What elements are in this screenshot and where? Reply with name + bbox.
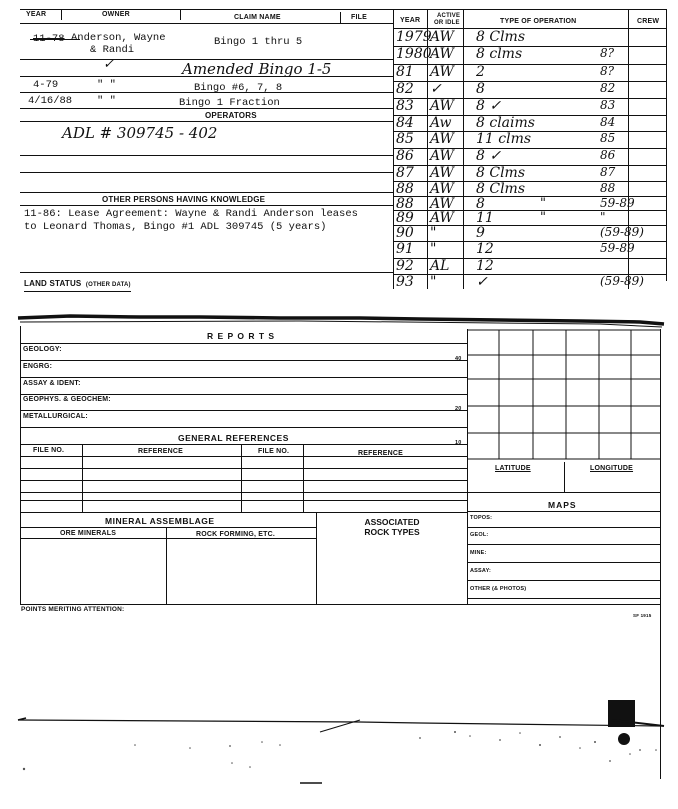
- mineral-divider: [316, 512, 317, 604]
- operators-value: ADL # 309745 - 402: [62, 124, 218, 142]
- activity-crew: 59-89: [600, 241, 635, 255]
- owner-row-claim: Bingo 1 Fraction: [179, 97, 280, 109]
- activity-status: Aw: [430, 115, 452, 131]
- owner-row-year: 4/16/88: [28, 95, 73, 107]
- ref-row-line: [20, 480, 467, 481]
- maps-line-rule: [467, 598, 660, 599]
- ref-divider: [82, 444, 83, 512]
- maps-line-label: ASSAY:: [470, 568, 492, 574]
- activity-status: ": [430, 225, 437, 241]
- activity-status: AW: [430, 210, 454, 226]
- land-status-sub: (OTHER DATA): [85, 282, 131, 288]
- activity-crew: (59-89): [600, 274, 644, 288]
- activity-status: ✓: [430, 81, 442, 97]
- activity-header-active: ACTIVE: [437, 13, 461, 19]
- maps-line-label: MINE:: [470, 550, 487, 556]
- activity-type: 8 claims: [476, 115, 535, 131]
- longitude-label: LONGITUDE: [590, 465, 634, 472]
- strike-line: [30, 39, 80, 40]
- activity-status: AW: [430, 98, 454, 114]
- report-line-rule: [20, 377, 467, 378]
- report-line-label: ASSAY & IDENT:: [23, 380, 81, 387]
- owner-row-owner: " ": [97, 95, 116, 107]
- row-line: [20, 76, 393, 77]
- activity-header-idle: OR IDLE: [434, 20, 460, 26]
- owner-row-owner: & Randi: [90, 44, 135, 56]
- mineral-line: [20, 538, 316, 539]
- activity-year: 92: [396, 258, 414, 274]
- ref-row-line: [20, 492, 467, 493]
- activity-year: 81: [396, 64, 414, 80]
- activity-year: 1980: [396, 46, 432, 62]
- owner-row-owner: " ": [97, 79, 116, 91]
- col-header-year: YEAR: [26, 11, 47, 18]
- activity-type: 8 Clms: [476, 29, 526, 45]
- activity-year: 87: [396, 165, 414, 181]
- activity-crew: (59-89): [600, 225, 644, 239]
- maps-line-label: OTHER (& PHOTOS): [470, 586, 527, 592]
- activity-status: ": [430, 241, 437, 257]
- ref-divider: [241, 444, 242, 512]
- owner-row-claim: Bingo #6, 7, 8: [194, 82, 283, 94]
- ref-row-line: [20, 456, 467, 457]
- report-line-number: 10: [455, 440, 462, 446]
- owner-row-owner: ✓: [103, 57, 114, 72]
- ref-row-line: [20, 468, 467, 469]
- ore-minerals-label: ORE MINERALS: [60, 530, 117, 537]
- activity-crew: 85: [600, 131, 616, 145]
- form-number: SF 1915: [633, 613, 652, 618]
- activity-type: 8 Clms: [476, 165, 526, 181]
- activity-crew: 84: [600, 115, 616, 129]
- activity-status: AW: [430, 165, 454, 181]
- mineral-line: [20, 527, 316, 528]
- activity-type: 11 clms: [476, 131, 532, 147]
- activity-col-divider: [463, 9, 464, 289]
- activity-type: 2: [476, 64, 485, 80]
- activity-type: 8 Clms: [476, 181, 526, 197]
- other-persons-line: 11-86: Lease Agreement: Wayne & Randi Anderson leases: [24, 208, 358, 220]
- maps-line: [467, 492, 660, 493]
- activity-status: AW: [430, 131, 454, 147]
- maps-line-label: TOPOS:: [470, 515, 493, 521]
- col-header-file: FILE: [351, 14, 367, 21]
- report-line-label: METALLURGICAL:: [23, 413, 88, 420]
- row-line: [20, 192, 393, 193]
- reports-header: R E P O R T S: [207, 331, 276, 341]
- activity-type: 8 ✓: [476, 148, 502, 164]
- activity-status: AW: [430, 181, 454, 197]
- activity-year: 88: [396, 181, 414, 197]
- activity-type: 11: [476, 210, 494, 226]
- land-status-label: LAND STATUS: [24, 279, 82, 288]
- activity-crew: 82: [600, 81, 616, 95]
- report-line-label: GEOPHYS. & GEOCHEM:: [23, 396, 111, 403]
- header-underline: [20, 23, 393, 24]
- activity-status: AW: [430, 46, 454, 62]
- activity-year: 82: [396, 81, 414, 97]
- report-line-rule: [20, 394, 467, 395]
- activity-crew: 83: [600, 98, 616, 112]
- ref-col-file-no: FILE NO.: [33, 447, 65, 454]
- top-border: [20, 9, 667, 10]
- scan-artifacts: [0, 690, 678, 809]
- maps-line-rule: [467, 562, 660, 563]
- owner-row-claim: Bingo 1 thru 5: [214, 36, 303, 48]
- land-status-label-wrap: [24, 273, 131, 292]
- owner-row-owner: Anderson, Wayne: [71, 32, 166, 44]
- activity-crew: 8?: [600, 64, 615, 78]
- activity-year: 85: [396, 131, 414, 147]
- header-divider: [61, 9, 62, 20]
- row-line: [20, 108, 393, 109]
- activity-crew: ": [600, 210, 606, 224]
- location-grid: [467, 329, 661, 465]
- row-line: [20, 205, 393, 206]
- ref-col-reference-2: REFERENCE: [358, 450, 403, 457]
- report-line-rule: [20, 410, 467, 411]
- header-divider: [180, 9, 181, 20]
- report-line-label: ENGRG:: [23, 363, 53, 370]
- activity-status: AW: [430, 29, 454, 45]
- points-meriting-attention-label: POINTS MERITING ATTENTION:: [21, 606, 125, 613]
- general-references-header: GENERAL REFERENCES: [178, 433, 289, 443]
- activity-extra: ": [540, 210, 546, 225]
- ref-divider: [303, 444, 304, 512]
- owner-row-year: 4-79: [33, 79, 59, 91]
- activity-year: 89: [396, 210, 414, 226]
- activity-crew: 87: [600, 165, 616, 179]
- ref-row-line: [20, 500, 467, 501]
- header-divider: [340, 12, 341, 23]
- activity-type: 8: [476, 81, 485, 97]
- activity-status: ": [430, 274, 437, 290]
- activity-type: 8 clms: [476, 46, 523, 62]
- activity-type: 8 ✓: [476, 98, 502, 114]
- report-line-number: 20: [455, 406, 462, 412]
- activity-right-border: [666, 9, 667, 281]
- maps-line-rule: [467, 580, 660, 581]
- reports-bottom-line: [20, 604, 660, 605]
- activity-status: AW: [430, 64, 454, 80]
- activity-header-type: TYPE OF OPERATION: [500, 18, 577, 25]
- reports-left-border: [20, 326, 21, 604]
- col-header-claim-name: CLAIM NAME: [234, 14, 281, 21]
- activity-crew: 86: [600, 148, 616, 162]
- maps-line-rule: [467, 544, 660, 545]
- rock-forming-label: ROCK FORMING, ETC.: [196, 531, 276, 538]
- report-line-number: 40: [455, 356, 462, 362]
- report-line-label: GEOLOGY:: [23, 346, 62, 353]
- maps-line-label: GEOL:: [470, 532, 489, 538]
- activity-status: AW: [430, 196, 454, 212]
- other-persons-line: to Leonard Thomas, Bingo #1 ADL 309745 (5 years): [24, 221, 327, 233]
- activity-year: 86: [396, 148, 414, 164]
- reports-header-line: [20, 343, 467, 344]
- activity-crew: 59-89: [600, 196, 635, 210]
- operators-header: OPERATORS: [205, 111, 257, 120]
- references-line: [20, 444, 467, 445]
- activity-year: 88: [396, 196, 414, 212]
- activity-crew: 8?: [600, 46, 615, 60]
- maps-line-rule: [467, 527, 660, 528]
- maps-header: MAPS: [548, 500, 577, 510]
- activity-left-border: [393, 9, 394, 289]
- torn-edge-band: [0, 300, 678, 330]
- col-header-owner: OWNER: [102, 11, 130, 18]
- activity-type: 9: [476, 225, 485, 241]
- activity-type: 8: [476, 196, 485, 212]
- activity-year: 1979: [396, 29, 432, 45]
- activity-header-crew: CREW: [637, 18, 660, 25]
- report-line-rule: [20, 427, 467, 428]
- activity-year: 90: [396, 225, 414, 241]
- activity-type: 12: [476, 258, 494, 274]
- activity-year: 93: [396, 274, 414, 290]
- report-line-rule: [20, 360, 467, 361]
- activity-year: 83: [396, 98, 414, 114]
- associated-rock-types-label: ASSOCIATED ROCK TYPES: [364, 517, 420, 537]
- row-line: [20, 172, 393, 173]
- row-line: [20, 121, 393, 122]
- other-persons-header: OTHER PERSONS HAVING KNOWLEDGE: [102, 195, 266, 204]
- activity-status: AW: [430, 148, 454, 164]
- maps-line: [467, 511, 660, 512]
- owner-row-year: 11-78: [33, 33, 65, 45]
- activity-type: ✓: [476, 274, 488, 290]
- activity-header-year: YEAR: [400, 17, 421, 24]
- ref-col-reference: REFERENCE: [138, 448, 183, 455]
- activity-type: 12: [476, 241, 494, 257]
- latitude-label: LATITUDE: [495, 465, 531, 472]
- activity-status: AL: [430, 258, 450, 274]
- row-line: [20, 92, 393, 93]
- activity-extra: ": [540, 196, 546, 211]
- activity-year: 84: [396, 115, 414, 131]
- ref-row-line: [20, 512, 467, 513]
- row-line: [20, 155, 393, 156]
- ref-col-file-no-2: FILE NO.: [258, 448, 290, 455]
- activity-year: 91: [396, 241, 414, 257]
- latlong-divider: [564, 462, 565, 492]
- mineral-assemblage-header: MINERAL ASSEMBLAGE: [105, 516, 215, 526]
- activity-crew: 88: [600, 181, 616, 195]
- owner-row-claim: Amended Bingo 1-5: [182, 60, 332, 78]
